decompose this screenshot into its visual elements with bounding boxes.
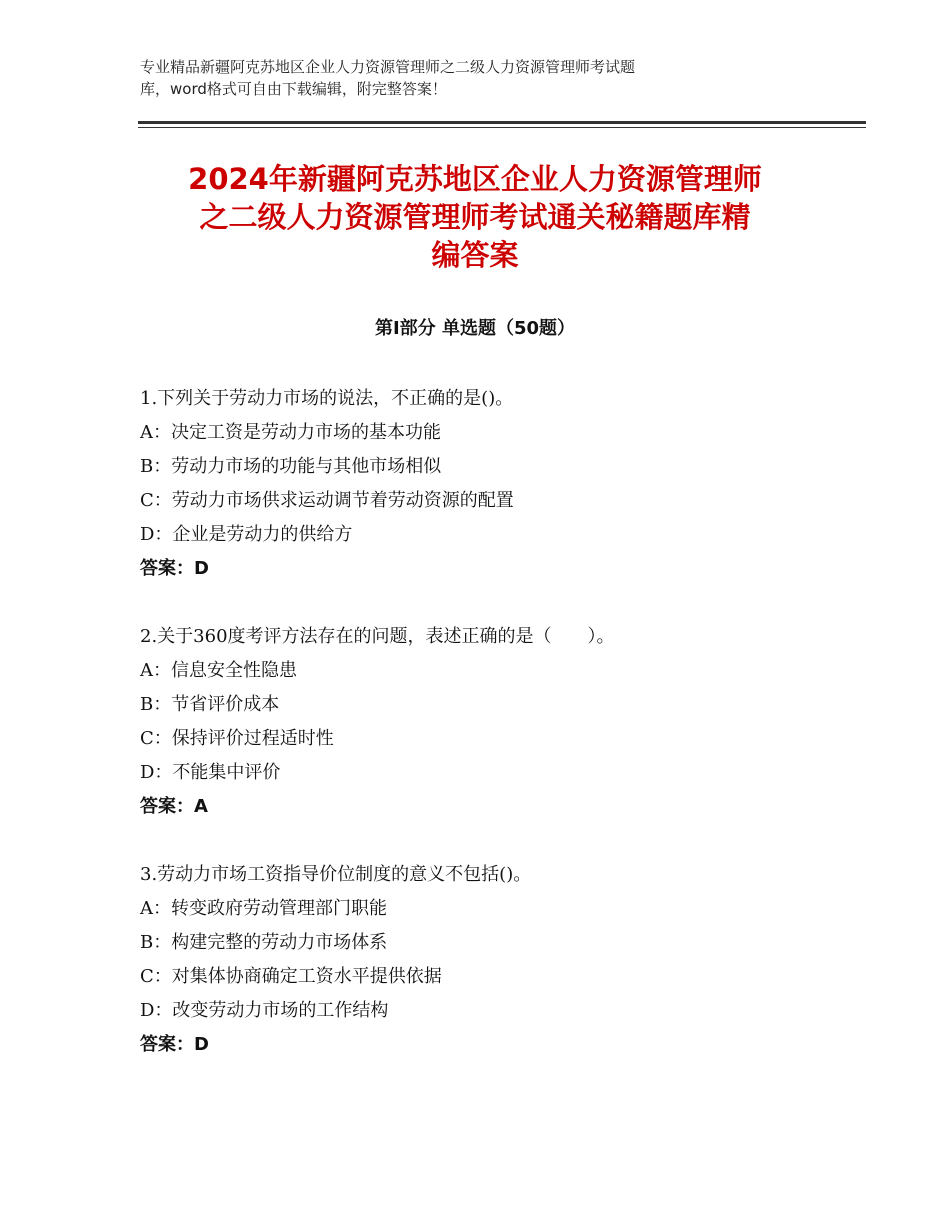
- document-title-line-3: 编答案: [431, 238, 519, 272]
- option-a: A：信息安全性隐患: [140, 660, 297, 681]
- header-note-line-2: 库，word格式可自由下载编辑，附完整答案！: [140, 80, 447, 98]
- header-note: [140, 56, 820, 100]
- header-note-line-1: 专业精品新疆阿克苏地区企业人力资源管理师之二级人力资源管理师考试题: [140, 58, 636, 76]
- option-b: B：构建完整的劳动力市场体系: [140, 932, 388, 953]
- question-3: [140, 858, 860, 1062]
- header-divider-thin: [138, 127, 866, 128]
- option-d: D：不能集中评价: [140, 762, 281, 783]
- answer-label: 答案：D: [140, 1034, 209, 1055]
- option-c: C：对集体协商确定工资水平提供依据: [140, 966, 442, 987]
- header-divider-thick: [138, 121, 866, 124]
- question-stem: 3.劳动力市场工资指导价位制度的意义不包括()。: [140, 864, 532, 885]
- question-1: [140, 382, 860, 586]
- question-stem: 1.下列关于劳动力市场的说法，不正确的是()。: [140, 388, 514, 409]
- document-title-line-1: 2024年新疆阿克苏地区企业人力资源管理师: [188, 162, 762, 196]
- section-title: 第Ⅰ部分 单选题（50题）: [374, 318, 575, 339]
- option-a: A：决定工资是劳动力市场的基本功能: [140, 422, 441, 443]
- option-d: D：企业是劳动力的供给方: [140, 524, 353, 545]
- option-b: B：劳动力市场的功能与其他市场相似: [140, 456, 442, 477]
- question-2: [140, 620, 860, 824]
- option-b: B：节省评价成本: [140, 694, 280, 715]
- option-c: C：劳动力市场供求运动调节着劳动资源的配置: [140, 490, 514, 511]
- question-list: [140, 382, 860, 1096]
- answer-label: 答案：A: [140, 796, 208, 817]
- answer-label: 答案：D: [140, 558, 209, 579]
- option-d: D：改变劳动力市场的工作结构: [140, 1000, 389, 1021]
- document-title: [130, 160, 820, 274]
- option-a: A：转变政府劳动管理部门职能: [140, 898, 387, 919]
- option-c: C：保持评价过程适时性: [140, 728, 334, 749]
- question-stem: 2.关于360度考评方法存在的问题，表述正确的是（ ）。: [140, 626, 615, 647]
- document-title-line-2: 之二级人力资源管理师考试通关秘籍题库精: [199, 200, 751, 234]
